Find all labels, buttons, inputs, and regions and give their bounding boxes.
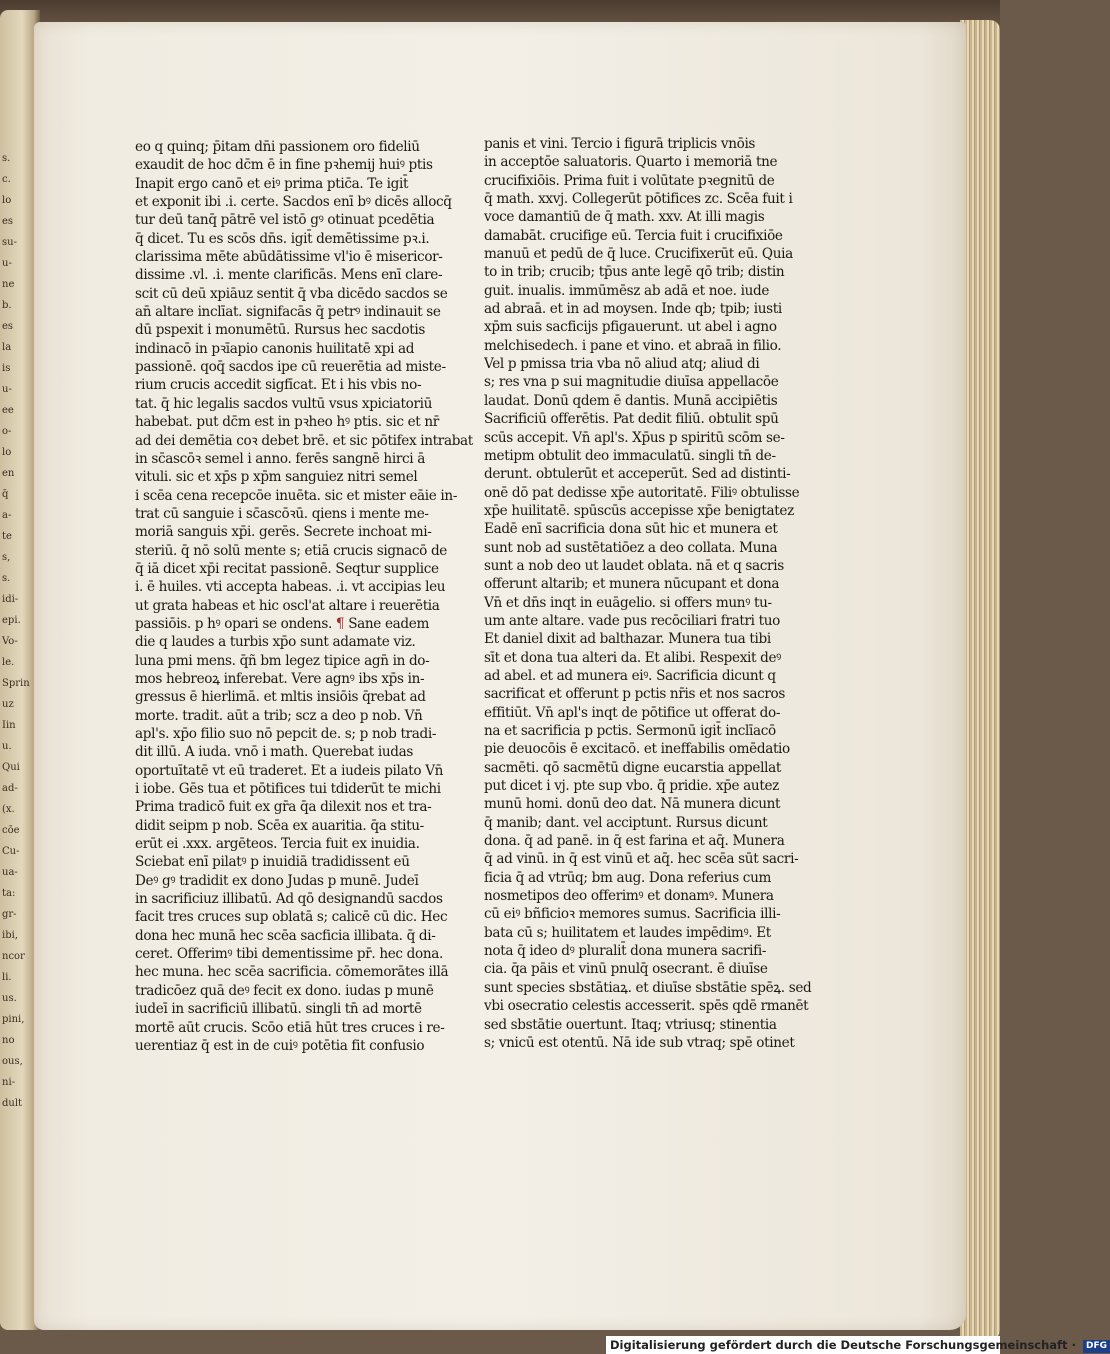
text-line: [484, 429, 785, 447]
margin-fragment: te: [2, 531, 12, 542]
text-line-content: ad abel. et ad munera eiꝰ. Sacrificia dicunt q: [484, 667, 776, 684]
text-line-content: cia. q̄a pāis et vinū pnulq̄ osecrant. ē diuīse: [484, 961, 768, 978]
text-line-content: Sacrificiū offerētis. Pat dedit filiū. obtulit spū: [484, 411, 779, 428]
text-line-content: q̄ manib; dant. vel acciptunt. Rursus dicunt: [484, 814, 768, 831]
margin-fragment: s.: [2, 573, 11, 584]
text-line-content: mortē aūt crucis. Scōo etiā hūt tres cruces i re-: [135, 1019, 445, 1036]
text-line-content: Vn̄ et dn̄s inqt in euāgelio. si offers munꝰ tu-: [484, 594, 772, 611]
text-line-content: effitiūt. Vn̄ apl's inqt de pōtifice ut offerat do-: [484, 704, 781, 721]
margin-fragment: ous,: [2, 1056, 23, 1067]
text-line: [484, 153, 778, 171]
text-line-content: scit cū deū xpiāuz sentit q̄ vba dicēdo sacdos se: [135, 285, 448, 302]
text-line: [484, 410, 779, 428]
text-line-content: q̄ iā dicet xp̄i recitat passionē. Seqtur supplice: [135, 560, 439, 577]
text-line: [484, 557, 784, 575]
text-line-content: an̄ altare inclīat. signifacās q̄ petrꝰ indinauit se: [135, 304, 441, 321]
text-line: [135, 450, 425, 468]
page-stack-edge: [960, 20, 1000, 1340]
text-line: [135, 432, 473, 450]
text-line-content: s; vnicū est otentū. Nā ide sub vtraq; spē otinet: [484, 1034, 795, 1051]
text-line-content: sunt a nob deo ut laudet oblata. nā et q sacris: [484, 557, 784, 574]
text-line: [484, 594, 774, 612]
text-line: [135, 615, 430, 633]
text-line: [135, 1019, 445, 1037]
margin-fragment: epi.: [2, 615, 21, 626]
text-line-content: passiōis. p hꝰ opari se ondens.: [135, 615, 332, 632]
margin-fragment: le.: [2, 657, 15, 668]
margin-fragment: u.: [2, 741, 12, 752]
margin-fragment: su-: [2, 237, 17, 248]
margin-fragment: es: [2, 216, 14, 227]
text-line-content: onē dō pat dedisse xp̄e autoritatē. Filiꝰ obtulisse: [484, 484, 800, 501]
margin-fragment: la: [2, 342, 12, 353]
text-line-content: indinacō in pꝛīapio canonis huilitatē xpi ad: [135, 340, 415, 357]
text-line-content: derunt. obtulerūt et acceperūt. Sed ad distinti-: [484, 466, 791, 483]
text-line-content: hec muna. hec scēa sacrificia. cōmemorātes illā: [135, 964, 449, 981]
text-line: [484, 520, 778, 538]
text-line: [484, 740, 790, 758]
text-line: [484, 685, 785, 703]
text-line: [135, 340, 420, 358]
text-line: [484, 942, 774, 960]
text-line-content: q̄ ad vinū. in q̄ est vinū et aq̄. hec scēa sūt sacri-: [484, 851, 799, 868]
text-line: [135, 523, 432, 541]
text-line: [135, 670, 425, 688]
text-line-content: damabāt. crucifige eū. Tercia fuit i crucifixiōe: [484, 227, 783, 244]
text-line-content: xp̄m suis sacficijs pfigauerunt. ut abel i agno: [484, 319, 777, 336]
text-line-content: die q laudes a turbis xp̄o sunt adamate viz.: [135, 634, 416, 651]
text-line: [484, 869, 774, 887]
margin-fragment: pini,: [2, 1014, 25, 1025]
margin-fragment: ta:: [2, 888, 16, 899]
text-line-content: sīt et dona tua alteri da. Et alibi. Respexit deꝰ: [484, 649, 782, 666]
text-line-content: et exponit ibi .i. certe. Sacdos enī bꝰ dicēs allocq̄: [135, 194, 452, 211]
margin-fragment: Qui: [2, 762, 20, 773]
text-line: [135, 321, 425, 339]
text-line-content: dissime .vl. .i. mente clarificās. Mens enī clare-: [135, 267, 443, 284]
text-line-content: panis et vini. Tercio i figurā triplicis vnōis: [484, 136, 756, 152]
text-line: [135, 597, 440, 615]
text-line-content: bata cū s; huilitatem et laudes impēdimꝰ. Et: [484, 924, 771, 941]
text-line-content: facit tres cruces sup oblatā s; calicē cū dic. Hec: [135, 909, 448, 926]
text-line-content: Vel p pmissa tria vba nō aliud atq; aliud di: [484, 356, 760, 373]
text-line: [135, 266, 443, 284]
margin-fragment: lo: [2, 447, 12, 458]
text-line-content: dona hec munā hec scēa sacficia illibata. q̄ di-: [135, 927, 436, 944]
margin-fragment: gr-: [2, 909, 17, 920]
text-line-content: passionē. qoq̄ sacdos ipe cū reuerētia ad miste-: [135, 359, 446, 376]
margin-fragment: es: [2, 321, 14, 332]
margin-fragment: (x.: [2, 804, 15, 815]
text-line: [135, 487, 458, 505]
text-line: [135, 542, 447, 560]
text-line-content: Sciebat enī pilatꝰ p inuidiā tradidissent eū: [135, 854, 410, 871]
text-line-content: vituli. sic et xp̄s p xp̄m sanguiez nitri semel: [135, 469, 418, 486]
text-line-content: morte. tradit. aūt a trib; scz a deo p nob. Vn̄: [135, 707, 423, 724]
text-line: [484, 447, 774, 465]
text-line-content: ad abraā. et in ad moysen. Inde qb; tpib; iusti: [484, 301, 782, 318]
margin-fragment: li.: [2, 972, 12, 983]
text-line: [135, 890, 443, 908]
text-line: [135, 560, 439, 578]
funding-footer: [606, 1336, 1107, 1354]
text-line: [484, 575, 780, 593]
text-line: [484, 190, 793, 208]
margin-fragment: Cu-: [2, 846, 20, 857]
margin-fragment: ncor: [2, 951, 25, 962]
text-line: [135, 248, 443, 266]
text-line-content: manuū et pedū de q̄ luce. Crucifixerūt eū. Quia: [484, 246, 793, 263]
text-line: [135, 780, 441, 798]
text-line: [484, 997, 809, 1015]
margin-fragment: no: [2, 1035, 15, 1046]
text-line: [484, 465, 791, 483]
text-line-content: luna pmi mens. q̄ñ bm legez tipice agn̄ in do-: [135, 652, 430, 669]
text-line-content: iudeī in sacrificiū illibatū. singli tn̄ ad mortē: [135, 1001, 422, 1018]
text-line: [135, 1037, 425, 1055]
text-line-content: munū homi. donū deo dat. Nā munera dicunt: [484, 796, 781, 813]
text-line: [135, 175, 420, 193]
dfg-logo: DFG: [1083, 1340, 1110, 1353]
text-line: [484, 502, 794, 520]
text-line-content: sed sbstātie ouertunt. Itaq; vtriusq; stinentia: [484, 1016, 777, 1033]
text-line: [135, 853, 420, 871]
text-line-content: erūt ei .xxx. argēteos. Tercia fuit ex inuidia.: [135, 836, 420, 853]
text-line-content: habebat. put dc̄m est in pꝛheo hꝰ ptis. sic et nr̄: [135, 414, 439, 431]
text-line: [484, 392, 778, 410]
margin-fragment: lo: [2, 195, 12, 206]
margin-fragment: u-: [2, 258, 12, 269]
text-line-content: melchisedech. i pane et vino. et abraā in filio.: [484, 337, 782, 354]
text-line-content: in sacrificiuz illibatū. Ad qō designandū sacdos: [135, 891, 443, 908]
margin-fragment: ua-: [2, 867, 18, 878]
margin-fragment: en: [2, 468, 15, 479]
text-line: [484, 135, 774, 153]
text-line-content: mos hebreoꝝ inferebat. Vere agnꝰ ibs xp̄s in-: [135, 670, 425, 687]
text-line: [484, 227, 783, 245]
text-line: [484, 612, 780, 630]
margin-fragment: ad-: [2, 783, 18, 794]
text-line: [484, 337, 782, 355]
text-line-content: tradicōez quā deꝰ fecit ex dono. iudas p munē: [135, 982, 434, 999]
text-line-content: to in trib; crucib; tp̄us ante legē qō trib; distin: [484, 264, 785, 281]
text-line: [135, 798, 432, 816]
text-line-content: in sc̄ascōꝛ semel i anno. ferēs sangnē hirci ā: [135, 450, 425, 467]
text-line-content: Eadē enī sacrificia dona sūt hic et munera et: [484, 521, 778, 538]
text-line: [484, 832, 785, 850]
text-line: [135, 376, 420, 394]
text-line: [135, 1000, 420, 1018]
text-line: [484, 263, 785, 281]
text-line: [484, 630, 774, 648]
text-line: [135, 303, 441, 321]
text-line: [484, 850, 799, 868]
footer-separator: ·: [1071, 1338, 1076, 1352]
text-line-content: put dicet i vj. pte sup vbo. q̄ pridie. xp̄e autez: [484, 778, 779, 795]
text-line-content: rium crucis accedit sigfīcat. Et i his vbis no-: [135, 377, 422, 394]
text-line: [484, 373, 779, 391]
text-line-content: uerentiaz q̄ est in de cuiꝰ potētia fit confusio: [135, 1037, 425, 1054]
text-line: [135, 927, 436, 945]
text-line-content: ceret. Offerimꝰ tibi dementissime pr̄. hec dona.: [135, 946, 443, 963]
text-line-content: nota q̄ ideo dꝰ pluralit̄ dona munera sacrifi-: [484, 943, 767, 960]
text-line: [484, 318, 777, 336]
text-line: [484, 667, 774, 685]
text-line: [135, 468, 420, 486]
text-line: [484, 814, 774, 832]
text-line: [484, 484, 800, 502]
text-line-content: guit. inualis. immūmēsz ab adā et noe. iude: [484, 282, 770, 299]
text-line-content: sacmēti. qō sacmētū digne eucarstia appellat: [484, 759, 781, 776]
text-line: [135, 817, 424, 835]
text-line: [484, 887, 774, 905]
margin-fragment: idi-: [2, 594, 19, 605]
margin-fragment: uz: [2, 699, 14, 710]
text-line: [484, 649, 782, 667]
text-line: [135, 835, 420, 853]
text-line-content: dona. q̄ ad panē. in q̄ est farina et aq̄. Munera: [484, 833, 785, 850]
text-line-content: cū eiꝰ bñficioꝛ memores sumus. Sacrificia illi-: [484, 906, 781, 923]
margin-fragment: ni-: [2, 1077, 16, 1088]
margin-fragment: Vo-: [2, 636, 18, 647]
text-line-content: i scēa cena recepcōe inuēta. sic et mister eāie in-: [135, 487, 458, 504]
text-line: [135, 707, 423, 725]
text-line: [484, 300, 782, 318]
text-line-content: i. ē huiles. vti accepta habeas. .i. vt accipias leu: [135, 579, 446, 596]
text-line: [484, 960, 774, 978]
text-line-content: Inapit ergo canō et eiꝰ prima ptic̄a. Te igit̄: [135, 175, 409, 192]
text-line: [135, 156, 433, 174]
text-line: [484, 282, 774, 300]
margin-fragment: Sprin: [2, 678, 30, 689]
text-line: [135, 725, 437, 743]
text-line: [484, 539, 778, 557]
text-line-content: clarissima mēte abūdātissime vl'io ē misericor-: [135, 249, 443, 266]
text-line-content: sacrificat et offerunt p pctis nr̄is et nos sacros: [484, 686, 785, 703]
text-line-content: in acceptōe saluatoris. Quarto i memoriā tne: [484, 154, 778, 171]
text-line: [135, 285, 448, 303]
text-column-left: [135, 138, 473, 1055]
text-line: [135, 908, 448, 926]
text-line-content: i iobe. Gēs tua et pōtifices tui tdiderūt te michi: [135, 781, 441, 798]
text-line-content: metipm obtulit deo immaculatū. singli tn̄ de-: [484, 447, 776, 464]
margin-fragment: s.: [2, 153, 11, 164]
text-line: [484, 172, 774, 190]
text-line: [135, 138, 420, 156]
text-line: [135, 688, 426, 706]
text-line: [135, 762, 444, 780]
text-line-content: laudat. Donū qdem ē dantis. Munā accipiētis: [484, 392, 778, 409]
margin-fragment: s,: [2, 552, 11, 563]
margin-fragment: cōe: [2, 825, 20, 836]
text-line: [484, 759, 781, 777]
text-line: [484, 1016, 777, 1034]
text-line-content: ut grata habeas et hic oscl'at altare i reuerētia: [135, 597, 440, 614]
footer-text: Digitalisierung gefördert durch die Deutsche Forschungsgemeinschaft: [610, 1338, 1068, 1352]
text-line-content: gressus ē hierlimā. et mltis insiōis q̄rebat ad: [135, 689, 426, 706]
text-line: [484, 704, 781, 722]
margin-fragment: ne: [2, 279, 15, 290]
text-line: [135, 358, 446, 376]
margin-fragment: us.: [2, 993, 17, 1004]
text-line-content: scūs accepit. Vn̄ apl's. Xp̄us p spiritū scōm se-: [484, 429, 785, 446]
text-line-content: voce damantiū de q̄ math. xxv. At illi magis: [484, 209, 765, 226]
text-line-content: tur deū tanq̄ pātrē vel istō gꝰ otinuat pcedētia: [135, 212, 435, 229]
text-line-content: didit seipm p nob. Scēa ex auaritia. q̄a stitu-: [135, 817, 424, 834]
text-line: [135, 872, 420, 890]
text-line-content: eo q quinq; p̄itam dn̄i passionem oro fideliū: [135, 139, 420, 155]
text-line: [135, 413, 439, 431]
text-line: [135, 211, 435, 229]
text-line-content: trat cū sanguie i sc̄ascōꝛū. qiens i mente me-: [135, 505, 429, 522]
text-line-content: xp̄e huilitatē. spūscūs accepisse xp̄e benigtatez: [484, 502, 794, 519]
text-line-content: exaudit de hoc dc̄m ē in fine pꝛhemij huiꝰ ptis: [135, 157, 433, 174]
margin-fragment: q̄: [2, 489, 9, 500]
margin-fragment: Iin: [2, 720, 16, 731]
text-line-content: um ante altare. vade pus recōciliari fratri tuo: [484, 612, 780, 629]
text-line-content: sunt nob ad sustētatiōez a deo collata. Muna: [484, 539, 778, 556]
text-line-content: Prima tradicō fuit ex gr̄a q̄a dilexit nos et tra-: [135, 799, 432, 816]
text-line-content: q̄ math. xxvj. Collegerūt pōtifices zc. Scēa fuit i: [484, 191, 793, 208]
text-line-content: s; res vna p sui magnitudie diuīsa appellacōe: [484, 374, 779, 391]
margin-fragment: dult: [2, 1098, 23, 1109]
text-line: [135, 652, 430, 670]
text-line: [135, 578, 446, 596]
text-column-right: [484, 135, 812, 1052]
text-line-content: crucifixiōis. Prima fuit i volūtate pꝛegnitū de: [484, 172, 775, 189]
text-line-content: tat. q̄ hic legalis sacdos vultū vsus xpiciatoriū: [135, 395, 433, 412]
text-line: [135, 963, 449, 981]
text-line-content: nosmetipos deo offerimꝰ et donamꝰ. Munera: [484, 888, 774, 905]
text-line-content: Et daniel dixit ad balthazar. Munera tua tibi: [484, 631, 771, 648]
text-line: [484, 777, 779, 795]
text-line: [484, 245, 793, 263]
text-line: [484, 795, 781, 813]
text-line: [135, 633, 420, 651]
margin-fragment: o-: [2, 426, 12, 437]
text-line: [484, 1034, 795, 1052]
text-line-content: apl's. xp̄o filio suo nō pepcit de. s; p nob tradi-: [135, 726, 437, 742]
text-line: [135, 230, 430, 248]
margin-fragment: is: [2, 363, 11, 374]
text-line: [135, 945, 443, 963]
text-line-content: ad dei demētia coꝛ debet brē. et sic pōtifex intrabat: [135, 432, 473, 449]
text-line-content: Deꝰ gꝰ tradidit ex dono Judas p munē. Judeī: [135, 872, 419, 889]
text-line: [135, 743, 420, 761]
text-line-content: moriā sanguis xp̄i. gerēs. Secrete inchoat mi-: [135, 524, 432, 541]
margin-fragment: ee: [2, 405, 14, 416]
text-line: [484, 208, 774, 226]
margin-fragment: b.: [2, 300, 12, 311]
text-line: [484, 924, 774, 942]
margin-fragment: a-: [2, 510, 12, 521]
text-line-content: dū pspexit i monumētū. Rursus hec sacdotis: [135, 322, 425, 339]
margin-fragment: u-: [2, 384, 12, 395]
text-line-content: na et sacrificia p pctis. Sermonū igit̄ inclīacō: [484, 723, 776, 739]
text-line-content: oportuītatē vt eū traderet. Et a iudeis pilato Vn̄: [135, 762, 444, 779]
text-line-content: dit illū. A iuda. vnō i math. Querebat iudas: [135, 744, 413, 761]
text-line: [484, 905, 781, 923]
text-line: [484, 722, 774, 740]
text-line-content: ficia q̄ ad vtrūq; bm aug. Dona referius cum: [484, 869, 772, 886]
text-line-content: vbi osecratio celestis accesserit. spēs qdē rmanēt: [484, 998, 809, 1015]
margin-fragment: ibi,: [2, 930, 18, 941]
text-line-content: offerunt altarib; et munera nūcupant et dona: [484, 576, 780, 593]
text-line-content: q̄ dicet. Tu es scōs dn̄s. igit̄ demētissime pꝛ.i.: [135, 230, 430, 247]
text-line: [484, 979, 812, 997]
text-line-content: pie deuocōis ē excitacō. et ineffabilis omēdatio: [484, 741, 790, 758]
text-line: [135, 395, 433, 413]
rubric-text: Sane eadem: [348, 615, 430, 632]
text-line: [484, 355, 774, 373]
rubric-mark: ¶: [331, 615, 349, 632]
text-line-content: steriū. q̄ nō solū mente s; etiā crucis signacō de: [135, 542, 447, 559]
text-line: [135, 982, 434, 1000]
text-line: [135, 193, 452, 211]
text-line-content: sunt species sbstātiaꝝ. et diuīse sbstātie spēꝝ. sed: [484, 979, 812, 996]
margin-fragment: c.: [2, 174, 11, 185]
text-line: [135, 505, 429, 523]
